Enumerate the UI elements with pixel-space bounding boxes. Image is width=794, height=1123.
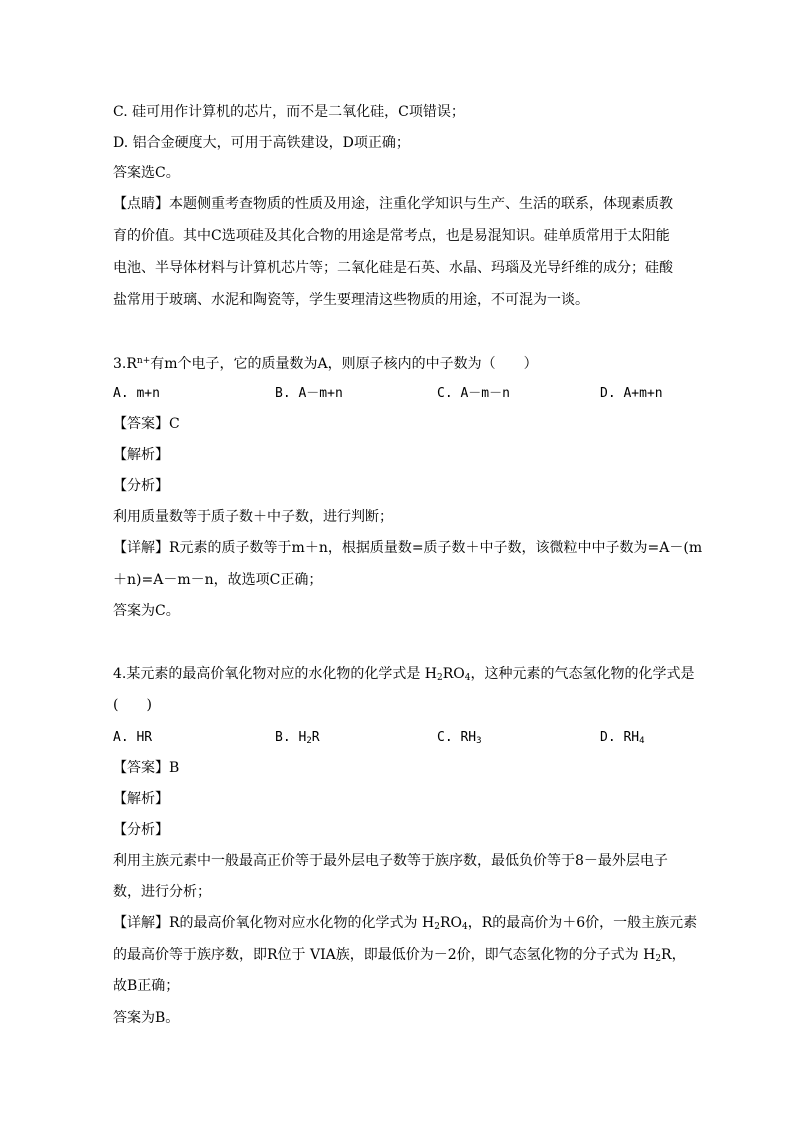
q4-answer: 【答案】B — [113, 760, 180, 776]
q4-analysis-line: 数，进行分析； — [113, 884, 211, 900]
detail-text: R， — [661, 947, 686, 963]
q4-fenxi-heading: 【分析】 — [113, 822, 169, 838]
option-text: R — [311, 730, 320, 745]
q3-option-a: A. m+n — [113, 386, 160, 401]
detail-text: 【详解】R的最高价氧化物对应水化物的化学式为 H — [113, 915, 435, 931]
q4-option-a: A. HR — [113, 730, 153, 745]
q4-jiexi-heading: 【解析】 — [113, 791, 169, 807]
subscript: 2 — [655, 954, 662, 964]
q4-final-answer: 答案为B。 — [113, 1010, 180, 1026]
q3-analysis: 利用质量数等于质子数＋中子数，进行判断； — [113, 509, 393, 525]
detail-text: ，R的最高价为＋6价，一般主族元素 — [467, 915, 698, 931]
comment-line: 盐常用于玻璃、水泥和陶瓷等，学生要理清这些物质的用途，不可混为一谈。 — [113, 292, 589, 308]
q4-analysis-line: 利用主族元素中一般最高正价等于最外层电子数等于族序数，最低负价等于8－最外层电子 — [113, 853, 668, 869]
q3-detail-line: 【详解】R元素的质子数等于m＋n，根据质量数=质子数＋中子数，该微粒中中子数为=A－(m — [113, 540, 703, 556]
subscript: 2 — [434, 922, 440, 932]
stem-suffix: 有m个电子，它的质量数为A，则原子核内的中子数为（ ） — [150, 356, 538, 372]
option-text: D. RH — [600, 730, 640, 745]
subscript: 4 — [639, 736, 645, 746]
q3-option-d: D. A+m+n — [600, 386, 663, 401]
question-4-stem — [113, 664, 695, 684]
comment-line: 育的价值。其中C选项硅及其化合物的用途是常考点，也是易混知识。硅单质常用于太阳能 — [113, 228, 670, 244]
option-text: B. H — [275, 730, 307, 745]
q4-detail-line: 故B正确； — [113, 978, 180, 994]
q3-final-answer: 答案为C。 — [113, 603, 180, 619]
option-c-explanation: C. 硅可用作计算机的芯片，而不是二氧化硅，C项错误； — [113, 104, 465, 120]
question-4-stem-cont: ( ) — [113, 697, 152, 713]
detail-text: RO — [439, 915, 462, 931]
comment-line: 【点睛】本题侧重考查物质的性质及用途，注重化学知识与生产、生活的联系，体现素质教 — [113, 196, 673, 212]
subscript: 4 — [464, 673, 471, 683]
subscript: 2 — [306, 736, 312, 746]
q4-option-d — [600, 728, 645, 748]
q3-fenxi-heading: 【分析】 — [113, 478, 169, 494]
q3-option-b: B. A－m+n — [275, 386, 343, 401]
option-text: C. RH — [437, 730, 477, 745]
subscript: 2 — [437, 673, 443, 683]
q3-answer: 【答案】C — [113, 416, 180, 432]
q3-jiexi-heading: 【解析】 — [113, 447, 169, 463]
subscript: 3 — [476, 736, 482, 746]
stem-suffix: ，这种元素的气态氢化物的化学式是 — [470, 666, 695, 682]
q3-option-c: C. A－m－n — [437, 386, 510, 401]
q4-option-b — [275, 728, 320, 748]
q4-detail-line — [113, 945, 686, 965]
answer-line: 答案选C。 — [113, 165, 180, 181]
q3-detail-line: ＋n)=A－m－n，故选项C正确； — [113, 572, 323, 588]
q4-option-c — [437, 728, 482, 748]
charge-superscript: n+ — [136, 356, 151, 366]
subscript: 4 — [461, 922, 468, 932]
stem-prefix: 3.R — [113, 356, 137, 372]
q4-detail-line — [113, 913, 697, 933]
stem-prefix: 4.某元素的最高价氧化物对应的水化物的化学式是 H — [113, 666, 438, 682]
comment-line: 电池、半导体材料与计算机芯片等；二氧化硅是石英、水晶、玛瑙及光导纤维的成分；硅酸 — [113, 260, 673, 276]
option-d-explanation: D. 铝合金硬度大，可用于高铁建设，D项正确； — [113, 135, 410, 151]
question-3-stem — [113, 351, 538, 371]
detail-text: 的最高价等于族序数，即R位于 VIA族，即最低价为－2价，即气态氢化物的分子式为 H — [113, 947, 656, 963]
stem-mid: RO — [442, 666, 465, 682]
